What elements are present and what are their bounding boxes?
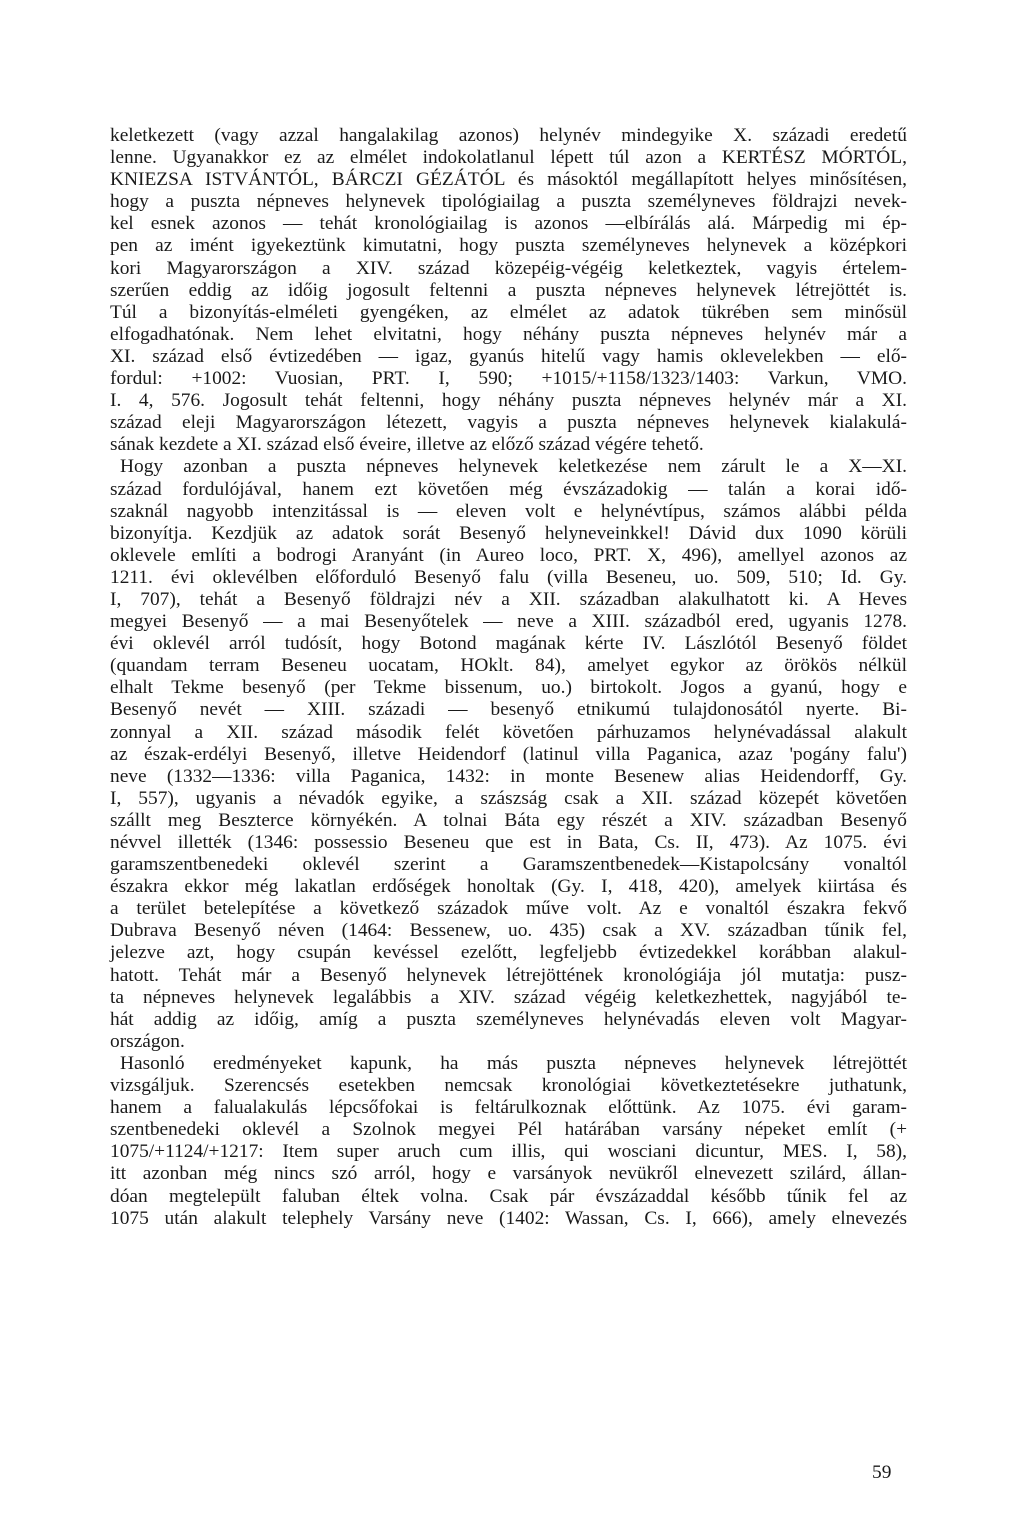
text-line: elfogadhatónak. Nem lehet elvitatni, hogy néhány puszta népneves helynév már a (110, 323, 907, 345)
text-line: lenne. Ugyanakkor ez az elmélet indokolatlanul lépett túl azon a KERTÉSZ MÓRTÓL, (110, 147, 907, 169)
text-line: hanem a falualakulás lépcsőfokai is feltárulkoznak előttünk. Az 1075. évi garam- (110, 1097, 907, 1119)
text-line: Dubrava Besenyő néven (1464: Bessenew, uo. 435) csak a XV. században tűnik fel, (110, 920, 907, 942)
text-line: garamszentbenedeki oklevél szerint a Garamszentbenedek—Kistapolcsány vonaltól (110, 854, 907, 876)
text-line: pen az imént igyekeztünk kimutatni, hogy puszta személyneves helynevek a középkori (110, 235, 907, 257)
text-line: az észak-erdélyi Besenyő, illetve Heidendorf (latinul villa Paganica, azaz 'pogány falu') (110, 743, 907, 765)
text-line: ta népneves helynevek legalábbis a XIV. század végéig keletkezhettek, nagyjából te- (110, 986, 907, 1008)
text-line: neve (1332—1336: villa Paganica, 1432: in monte Besenew alias Heidendorff, Gy. (110, 765, 907, 787)
text-line: sának kezdete a XI. század első éveire, illetve az előző század végére tehető. (110, 434, 704, 456)
text-line: szentbenedeki oklevél a Szolnok megyei Pél határában varsány népeket említ (+ (110, 1119, 907, 1141)
text-line: hát addig az időig, amíg a puszta személyneves helynévadás eleven volt Magyar- (110, 1008, 907, 1030)
body-text (110, 125, 907, 1230)
text-line: (quandam terram Beseneu uocatam, HOklt. 84), amelyet egykor az örökös nélkül (110, 655, 907, 677)
text-line: jelezve azt, hogy csupán kevéssel ezelőtt, legfeljebb évtizedekkel korábban alakul- (110, 942, 907, 964)
text-line: országon. (110, 1030, 185, 1052)
text-line: 1211. évi oklevélben előforduló Besenyő falu (villa Beseneu, uo. 509, 510; Id. Gy. (110, 566, 907, 588)
text-line: fordul: +1002: Vuosian, PRT. I, 590; +1015/+1158/1323/1403: Varkun, VMO. (110, 368, 907, 390)
page-number: 59 (872, 1462, 892, 1483)
text-line: kori Magyarországon a XIV. század közepéig-végéig keletkeztek, vagyis értelem- (110, 257, 907, 279)
text-line: vizsgáljuk. Szerencsés esetekben nemcsak kronológiai következtetésekre juthatunk, (110, 1075, 907, 1097)
text-line: Hasonló eredményeket kapunk, ha más puszta népneves helynevek létrejöttét (120, 1052, 907, 1074)
text-line: Túl a bizonyítás-elméleti gyengéken, az elmélet az adatok tükrében sem minősül (110, 301, 907, 323)
text-line: kel esnek azonos — tehát kronológiailag is azonos —elbírálás alá. Márpedig mi ép- (110, 213, 907, 235)
text-line: zonnyal a XII. század második felét követően párhuzamos helynévadással alakult (110, 721, 907, 743)
text-line: bizonyítja. Kezdjük az adatok sorát Besenyő helyneveinkkel! Dávid dux 1090 körüli (110, 522, 907, 544)
text-line: elhalt Tekme besenyő (per Tekme bissenum, uo.) birtokolt. Jogos a gyanú, hogy e (110, 677, 907, 699)
text-line: I, 557), ugyanis a névadók egyike, a szászság csak a XII. század közepét követően (110, 787, 907, 809)
text-line: névvel illették (1346: possessio Beseneu que est in Bata, Cs. II, 473). Az 1075. évi (110, 832, 907, 853)
text-line: a terület betelepítése a következő századok műve volt. Az e vonaltól északra fekvő (110, 898, 907, 920)
text-line: század eleji Magyarországon létezett, vagyis a puszta népneves helynevek kialakulá- (110, 412, 907, 434)
text-line: XI. század első évtizedében — igaz, gyanús hitelű vagy hamis oklevelekben — elő- (110, 345, 907, 367)
text-line: I, 707), tehát a Besenyő földrajzi név a XII. században alakulhatott ki. A Heves (110, 588, 907, 610)
text-line: Hogy azonban a puszta népneves helynevek keletkezése nem zárult le a X—XI. (120, 456, 907, 478)
text-line: itt azonban még nincs szó arról, hogy e varsányok nevükről elnevezett szilárd, állan- (110, 1163, 907, 1185)
text-line: hatott. Tehát már a Besenyő helynevek létrejöttének kronológiája jól mutatja: pusz- (110, 964, 907, 986)
text-line: megyei Besenyő — a mai Besenyőtelek — neve a XIII. századból ered, ugyanis 1278. (110, 611, 907, 633)
text-line: I. 4, 576. Jogosult tehát feltenni, hogy néhány puszta népneves helynév már a XI. (110, 390, 907, 412)
text-line: szaknál nagyobb intenzitással is — eleven volt e helynévtípus, számos alábbi példa (110, 500, 907, 522)
text-line: oklevele említi a bodrogi Aranyánt (in Aureo loco, PRT. X, 496), amellyel azonos az (110, 544, 907, 566)
text-line: 1075 után alakult telephely Varsány neve (1402: Wassan, Cs. I, 666), amely elnevezés (110, 1207, 907, 1229)
text-line: északra ekkor még lakatlan erdőségek honoltak (Gy. I, 418, 420), amelyek kiirtása és (110, 876, 907, 898)
text-line: KNIEZSA ISTVÁNTÓL, BÁRCZI GÉZÁTÓL és másoktól megállapított helyes minősítésen, (110, 169, 907, 191)
text-line: Besenyő nevét — XIII. századi — besenyő etnikumú tulajdonosától nyerte. Bi- (110, 699, 907, 721)
text-line: 1075/+1124/+1217: Item super aruch cum illis, qui wosciani dicuntur, MES. I, 58), (110, 1141, 907, 1163)
text-line: keletkezett (vagy azzal hangalakilag azonos) helynév mindegyike X. századi eredetű (110, 125, 907, 146)
text-line: század fordulójával, hanem ezt követően még évszázadokig — talán a korai idő- (110, 478, 907, 500)
text-line: hogy a puszta népneves helynevek tipológiailag a puszta személyneves földrajzi nevek- (110, 191, 907, 213)
text-line: évi oklevél arról tudósít, hogy Botond magának kérte IV. Lászlótól Besenyő földet (110, 633, 907, 655)
text-line: szállt meg Beszterce környékén. A tolnai Báta egy részét a XIV. században Besenyő (110, 809, 907, 831)
text-line: dóan megtelepült faluban éltek volna. Csak pár évszázaddal később tűnik fel az (110, 1185, 907, 1207)
text-line: szerűen eddig az időig jogosult feltenni a puszta népneves helynevek létrejöttét is. (110, 279, 907, 301)
